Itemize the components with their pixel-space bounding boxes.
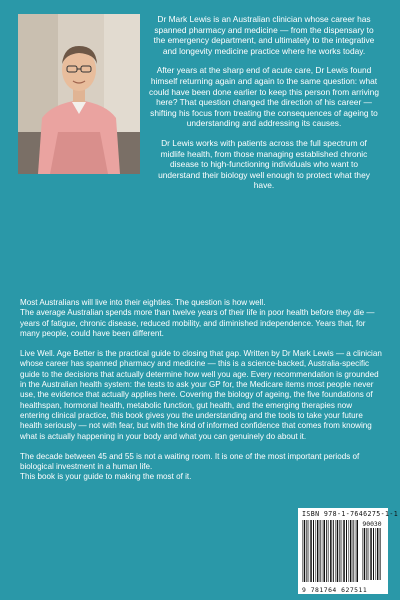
author-portrait-illustration (18, 14, 140, 174)
author-bio-paragraph-3: Dr Lewis works with patients across the full spectrum of midlife health, from those managing established chronic disease to high-functioning individuals who want to understand their biology well enough to protect what they have. (158, 137, 370, 191)
barcode-number: 9 781764 627511 (302, 586, 368, 594)
author-bio-paragraph-1: Dr Mark Lewis is an Australian clinician whose career has spanned pharmacy and medicine — from the dispensary to the emergency department, and ultimately to the integrative and longevity medicine practice where he works today. (153, 14, 375, 56)
blurb-paragraph-3: Live Well. Age Better is the practical guide to closing that gap. Written by Dr Mark Lewis — a clinician whose career has spanned pharmacy and medicine — this is a science-backed, Australia-specific guide to the decisions that actually determine how well you age. Every recommendation is grounded in the Australian health system: the tests to ask your GP for, the Medicare items most people never use, the evidence that actually applies here. Covering the biology of ageing, the five foundations of healthspan, hormonal health, metabolic function, gut health, and the emerging therapies now entering clinical practice, this book gives you the understanding and the tools to take your future health seriously — not with fear, but with the kind of informed confidence that comes from knowing what is actually happening in your body and what you can genuinely do about it. (20, 349, 382, 441)
isbn-label: ISBN 978-1-7646275-1-1 (302, 510, 399, 518)
barcode-addon-number: 90030 (362, 520, 382, 528)
blurb-paragraph-2: The average Australian spends more than twelve years of their life in poor health before they die — years of fatigue, chronic disease, reduced mobility, and diminished independence. Years that, for many people, could have been different. (20, 308, 375, 338)
blurb-closing-line: This book is your guide to making the most of it. (20, 472, 192, 482)
blurb-hook: Most Australians will live into their eighties. The question is how well. (20, 298, 266, 307)
author-bio (148, 14, 380, 200)
isbn-barcode-block (298, 508, 399, 594)
barcode-addon (362, 520, 382, 585)
blurb-paragraph-4: The decade between 45 and 55 is not a waiting room. It is one of the most important periods of biological investment in a human life. (20, 451, 360, 472)
author-photo (18, 14, 140, 174)
barcode (302, 520, 360, 582)
barcode-addon-bars (362, 528, 382, 580)
author-bio-paragraph-2: After years at the sharp end of acute care, Dr Lewis found himself returning again and again to the same question: what could have been done earlier to keep this person from arriving here? That question changed the direction of his career — shifting his focus from treating the consequences of ageing to understanding and addressing its causes. (149, 65, 379, 129)
back-cover-blurb (20, 298, 382, 483)
